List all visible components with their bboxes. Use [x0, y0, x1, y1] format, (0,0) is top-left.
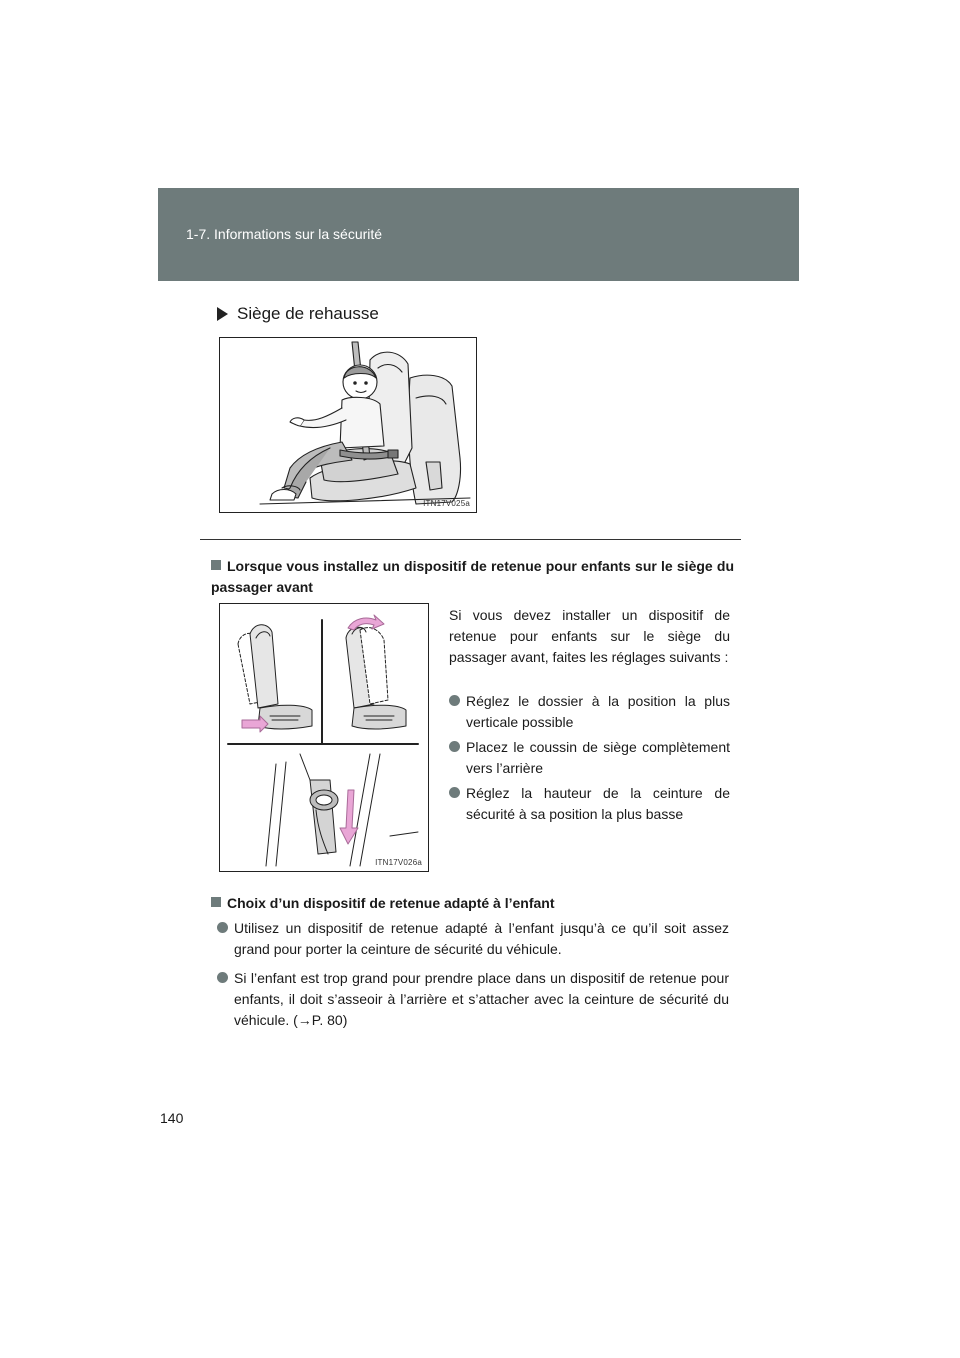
section-title: 1-7. Informations sur la sécurité: [186, 226, 383, 242]
bullet-icon: [449, 741, 460, 752]
figure-code-1: ITN17V025a: [423, 499, 470, 508]
bullet-icon: [217, 972, 228, 983]
choice-heading: Choix d’un dispositif de retenue adapté à l’enfant: [211, 893, 734, 914]
list-item: Placez le coussin de siège complètement vers l’arrière: [449, 737, 730, 779]
booster-heading: [217, 304, 379, 324]
choice-list: [217, 918, 729, 1031]
front-seat-adjustment-illustration: [219, 603, 429, 872]
list-item: Réglez le dossier à la position la plus verticale possible: [449, 691, 730, 733]
front-seat-intro: Si vous devez installer un dispositif de retenue pour enfants sur le siège du passager avant, faites les réglages suivants :: [449, 607, 730, 665]
front-seat-heading: Lorsque vous installez un dispositif de retenue pour enfants sur le siège du passager avant: [211, 558, 734, 595]
bullet-icon: [449, 695, 460, 706]
section-divider: [200, 539, 741, 540]
square-marker-icon: [211, 560, 221, 570]
front-seat-adjustment-list: [449, 691, 730, 825]
child-booster-seat-icon: [220, 338, 476, 512]
list-item: Si l’enfant est trop grand pour prendre place dans un dispositif de retenue pour enfants, il doit s’asseoir à l’arrière et s’attacher avec la ceinture de sécurité du véhicule. (→P. 80): [217, 968, 729, 1031]
booster-title: Siège de rehausse: [237, 304, 379, 323]
square-marker-icon: [211, 897, 221, 907]
figure-code-2: ITN17V026a: [375, 858, 422, 867]
section-header: [158, 188, 799, 281]
bullet-icon: [449, 787, 460, 798]
bullet-icon: [217, 922, 228, 933]
booster-seat-illustration: [219, 337, 477, 513]
page-number: 140: [160, 1110, 184, 1126]
seat-adjustment-icon: [220, 604, 428, 871]
list-item: Utilisez un dispositif de retenue adapté à l’enfant jusqu’à ce qu’il soit assez grand pour porter la ceinture de sécurité du véhicule.: [217, 918, 729, 960]
triangle-marker-icon: [217, 307, 228, 321]
list-item: Réglez la hauteur de la ceinture de sécurité à sa position la plus basse: [449, 783, 730, 825]
